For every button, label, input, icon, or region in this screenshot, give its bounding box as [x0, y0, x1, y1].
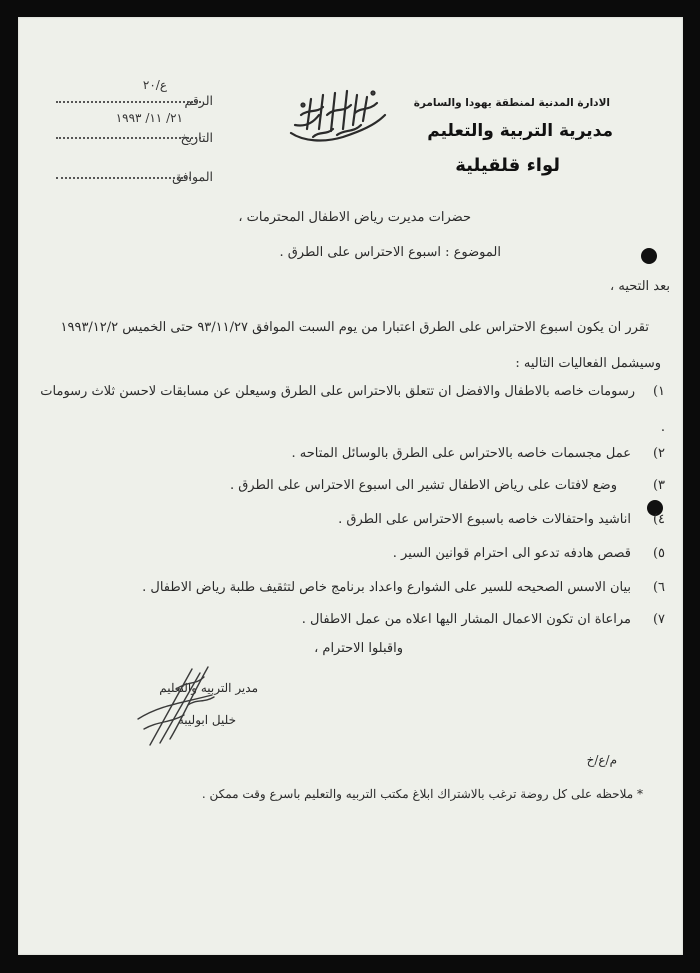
signatory-name: خليل ابوليبه: [177, 713, 236, 727]
item-2: [291, 446, 665, 461]
item-text: رسومات خاصه بالاطفال والافضل ان تتعلق بالاحتراس على الطرق وسيعلن عن مسابقات لاحسن ثلاث رسومات .: [40, 384, 665, 435]
item-text: بيان الاسس الصحيحه للسير على الشوارع واعداد برنامج خاص لتثقيف طلبة رياض الاطفال .: [142, 580, 631, 595]
item-number: ٢): [652, 446, 665, 461]
punch-hole-top: [641, 248, 657, 264]
reference-code: م/ع/خ: [586, 753, 617, 767]
item-text: مراعاة ان تكون الاعمال المشار اليها اعلاه من عمل الاطفال .: [301, 612, 631, 627]
corresponding-line: [56, 177, 191, 179]
item-7: [302, 612, 665, 627]
subject-line: الموضوع : اسبوع الاحتراس على الطرق .: [279, 245, 501, 260]
item-text: عمل مجسمات خاصه بالاحتراس على الطرق بالوسائل المتاحه .: [291, 446, 631, 461]
date-label: التاريخ: [180, 130, 213, 145]
reference-number-value: ع/٢٠: [142, 78, 167, 92]
footer-note: * ملاحظه على كل روضة ترغب بالاشتراك ابلاغ مكتب التربيه والتعليم باسرع وقت ممكن .: [201, 787, 643, 801]
intro-text: تقرر ان يكون اسبوع الاحتراس على الطرق اعتبارا من يوم السبت الموافق ٩٣/١١/٢٧ حتى الخميس ١٩٩٣/١٢/٢ وسيشمل الفعاليات التاليه :: [60, 320, 661, 371]
reference-number-line: [56, 101, 201, 103]
date-line: [56, 137, 201, 139]
letter-page: [18, 17, 683, 955]
directorate-title: مديرية التربية والتعليم: [427, 121, 613, 141]
item-number: ٧): [652, 612, 665, 627]
signatory-title: مدير التربيه والتعليم: [159, 681, 258, 695]
item-text: وضع لافتات على رياض الاطفال تشير الى اسبوع الاحتراس على الطرق .: [229, 478, 617, 493]
district-title: لواء قلقيلية: [455, 155, 560, 176]
item-5: [393, 546, 665, 561]
reference-number-label: الرقم: [184, 93, 213, 108]
item-number: ٦): [652, 580, 665, 595]
item-6: [142, 580, 665, 595]
admin-line: الادارة المدنية لمنطقة يهودا والسامرة: [413, 97, 610, 109]
item-1: [35, 374, 665, 446]
salutation: حضرات مديرت رياض الاطفال المحترمات ،: [238, 210, 471, 225]
item-number: ٤): [652, 512, 665, 527]
basmala-calligraphy: [283, 85, 391, 147]
corresponding-label: الموافق: [172, 169, 213, 184]
intro-paragraph: [31, 310, 661, 382]
item-4: [338, 512, 665, 527]
closing-line: واقبلوا الاحترام ،: [314, 641, 403, 656]
greeting: بعد التحيه ،: [610, 279, 670, 294]
item-number: ٣): [652, 478, 665, 493]
item-3: [230, 478, 665, 493]
item-text: اناشيد واحتفالات خاصه باسبوع الاحتراس على الطرق .: [338, 512, 631, 527]
handwritten-signature: [130, 659, 230, 749]
item-number: ٥): [652, 546, 665, 561]
date-value: ٢١/ ١١/ ١٩٩٣: [115, 111, 183, 125]
item-number: ١): [652, 384, 665, 399]
item-text: قصص هادفه تدعو الى احترام قوانين السير .: [392, 546, 631, 561]
